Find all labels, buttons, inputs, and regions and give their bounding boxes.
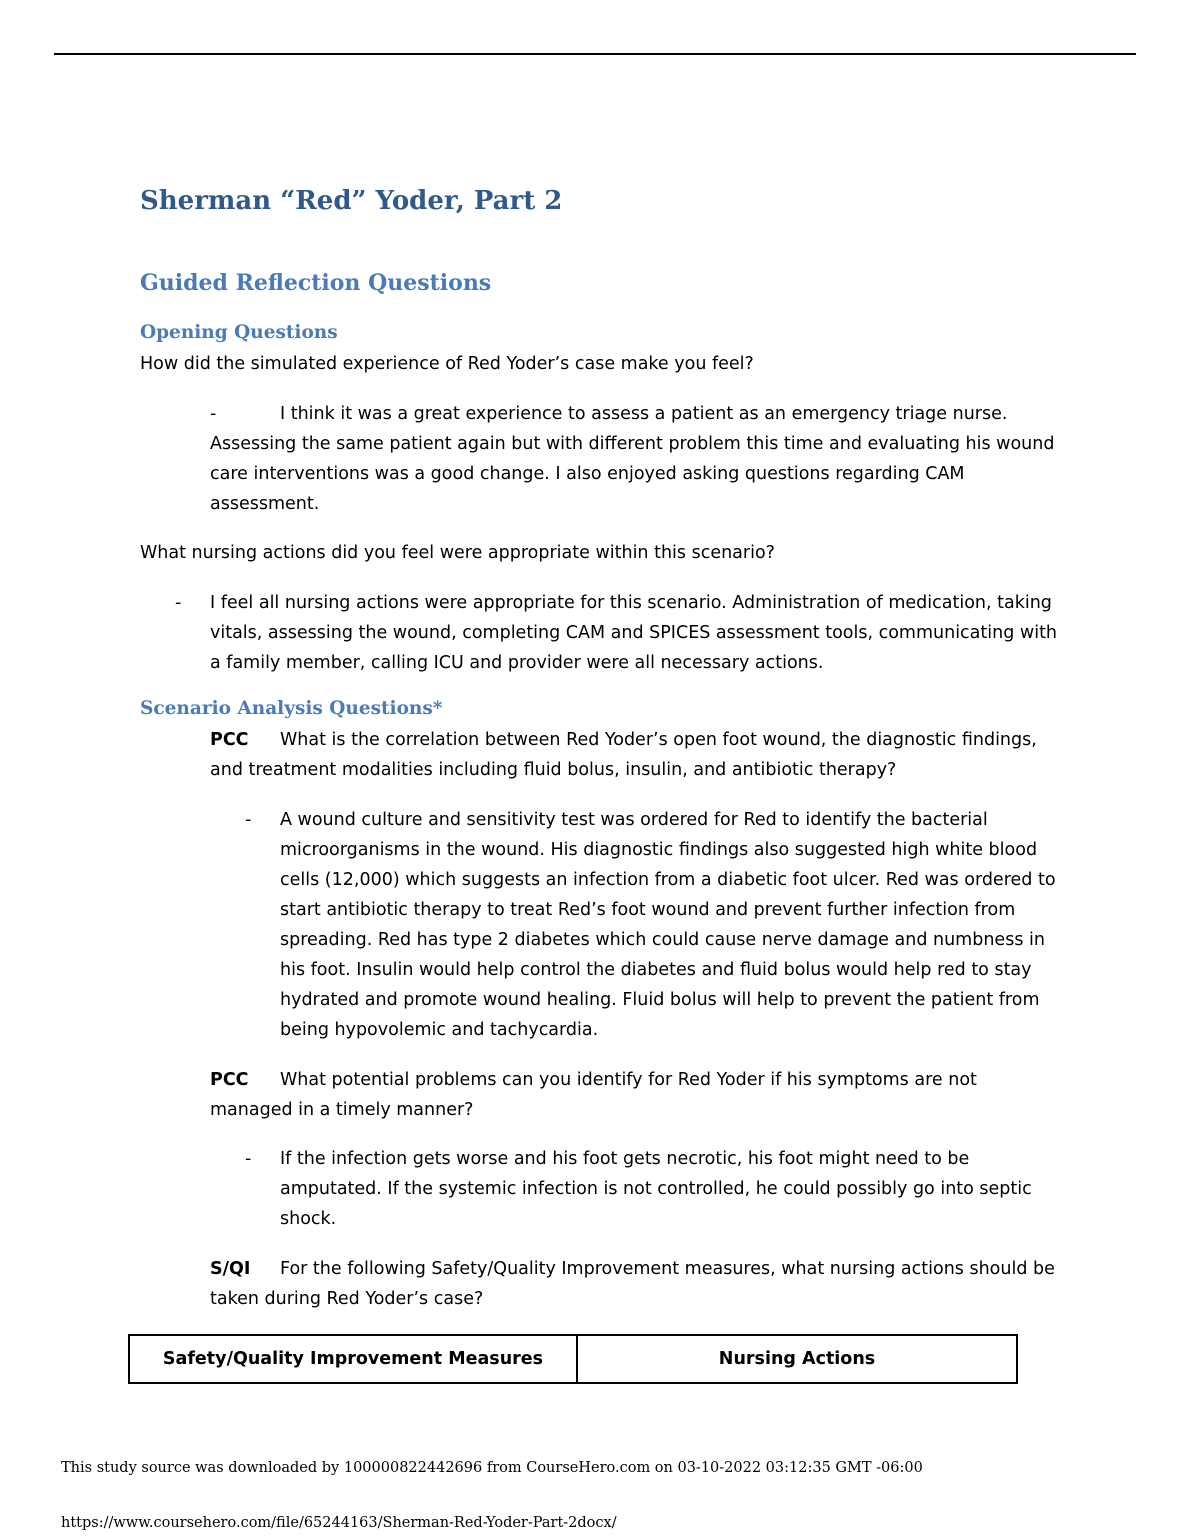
scenario-question-3	[210, 1254, 1055, 1314]
answer-line: shock.	[280, 1209, 337, 1229]
answer-dash: -	[175, 593, 182, 613]
table-header-nursing-actions: Nursing Actions	[577, 1335, 1017, 1383]
scenario-analysis-heading: Scenario Analysis Questions*	[140, 698, 443, 719]
answer-line: A wound culture and sensitivity test was ordered for Red to identify the bacterial	[280, 810, 988, 830]
answer-line: being hypovolemic and tachycardia.	[280, 1020, 599, 1040]
question-line: managed in a timely manner?	[210, 1100, 474, 1120]
answer-line: microorganisms in the wound. His diagnostic findings also suggested high white blood	[280, 840, 1038, 860]
answer-line: hydrated and promote wound healing. Fluid bolus will help to prevent the patient from	[280, 990, 1040, 1010]
answer-line: assessment.	[210, 494, 320, 514]
answer-line: spreading. Red has type 2 diabetes which could cause nerve damage and numbness in	[280, 930, 1045, 950]
scenario-question-1	[210, 725, 1037, 785]
answer-line: care interventions was a good change. I also enjoyed asking questions regarding CAM	[210, 464, 965, 484]
answer-line: cells (12,000) which suggests an infection from a diabetic foot ulcer. Red was ordered to	[280, 870, 1056, 890]
table-header-measures: Safety/Quality Improvement Measures	[129, 1335, 577, 1383]
answer-dash: -	[245, 1149, 252, 1169]
question-line: taken during Red Yoder’s case?	[210, 1289, 484, 1309]
question-tag: S/QI	[210, 1259, 251, 1279]
table-header-row	[129, 1335, 1017, 1383]
opening-question-2: What nursing actions did you feel were appropriate within this scenario?	[140, 543, 775, 563]
opening-questions-heading: Opening Questions	[140, 322, 338, 343]
section-title: Guided Reflection Questions	[140, 270, 492, 296]
question-tag: PCC	[210, 1070, 249, 1090]
scenario-answer-2	[280, 1144, 1032, 1234]
question-line: and treatment modalities including fluid bolus, insulin, and antibiotic therapy?	[210, 760, 897, 780]
scenario-answer-1	[280, 805, 1056, 1045]
opening-answer-2	[210, 588, 1057, 678]
answer-dash: -	[245, 810, 252, 830]
scenario-question-2	[210, 1065, 977, 1125]
answer-dash: -	[210, 404, 217, 424]
question-line: What is the correlation between Red Yoder’s open foot wound, the diagnostic findings,	[280, 730, 1037, 750]
answer-line: a family member, calling ICU and provider were all necessary actions.	[210, 653, 824, 673]
answer-line: I think it was a great experience to assess a patient as an emergency triage nurse.	[280, 404, 1008, 424]
question-tag: PCC	[210, 730, 249, 750]
document-title: Sherman “Red” Yoder, Part 2	[140, 186, 563, 216]
question-line: For the following Safety/Quality Improvement measures, what nursing actions should be	[280, 1259, 1055, 1279]
answer-line: his foot. Insulin would help control the diabetes and fluid bolus would help red to stay	[280, 960, 1032, 980]
answer-line: I feel all nursing actions were appropriate for this scenario. Administration of medication, taking	[210, 593, 1052, 613]
source-url[interactable]: https://www.coursehero.com/file/65244163/Sherman-Red-Yoder-Part-2docx/	[61, 1515, 617, 1531]
answer-line: start antibiotic therapy to treat Red’s foot wound and prevent further infection from	[280, 900, 1016, 920]
opening-question-1: How did the simulated experience of Red Yoder’s case make you feel?	[140, 354, 754, 374]
header-rule	[54, 53, 1136, 55]
answer-line: vitals, assessing the wound, completing CAM and SPICES assessment tools, communicating with	[210, 623, 1058, 643]
answer-line: If the infection gets worse and his foot gets necrotic, his foot might need to be	[280, 1149, 970, 1169]
download-notice: This study source was downloaded by 100000822442696 from CourseHero.com on 03-10-2022 03:12:35 GMT -06:00	[61, 1460, 923, 1476]
safety-quality-table	[128, 1334, 1018, 1384]
opening-answer-1	[210, 399, 1054, 519]
answer-line: amputated. If the systemic infection is not controlled, he could possibly go into septic	[280, 1179, 1032, 1199]
answer-line: Assessing the same patient again but with different problem this time and evaluating his wound	[210, 434, 1055, 454]
question-line: What potential problems can you identify for Red Yoder if his symptoms are not	[280, 1070, 977, 1090]
